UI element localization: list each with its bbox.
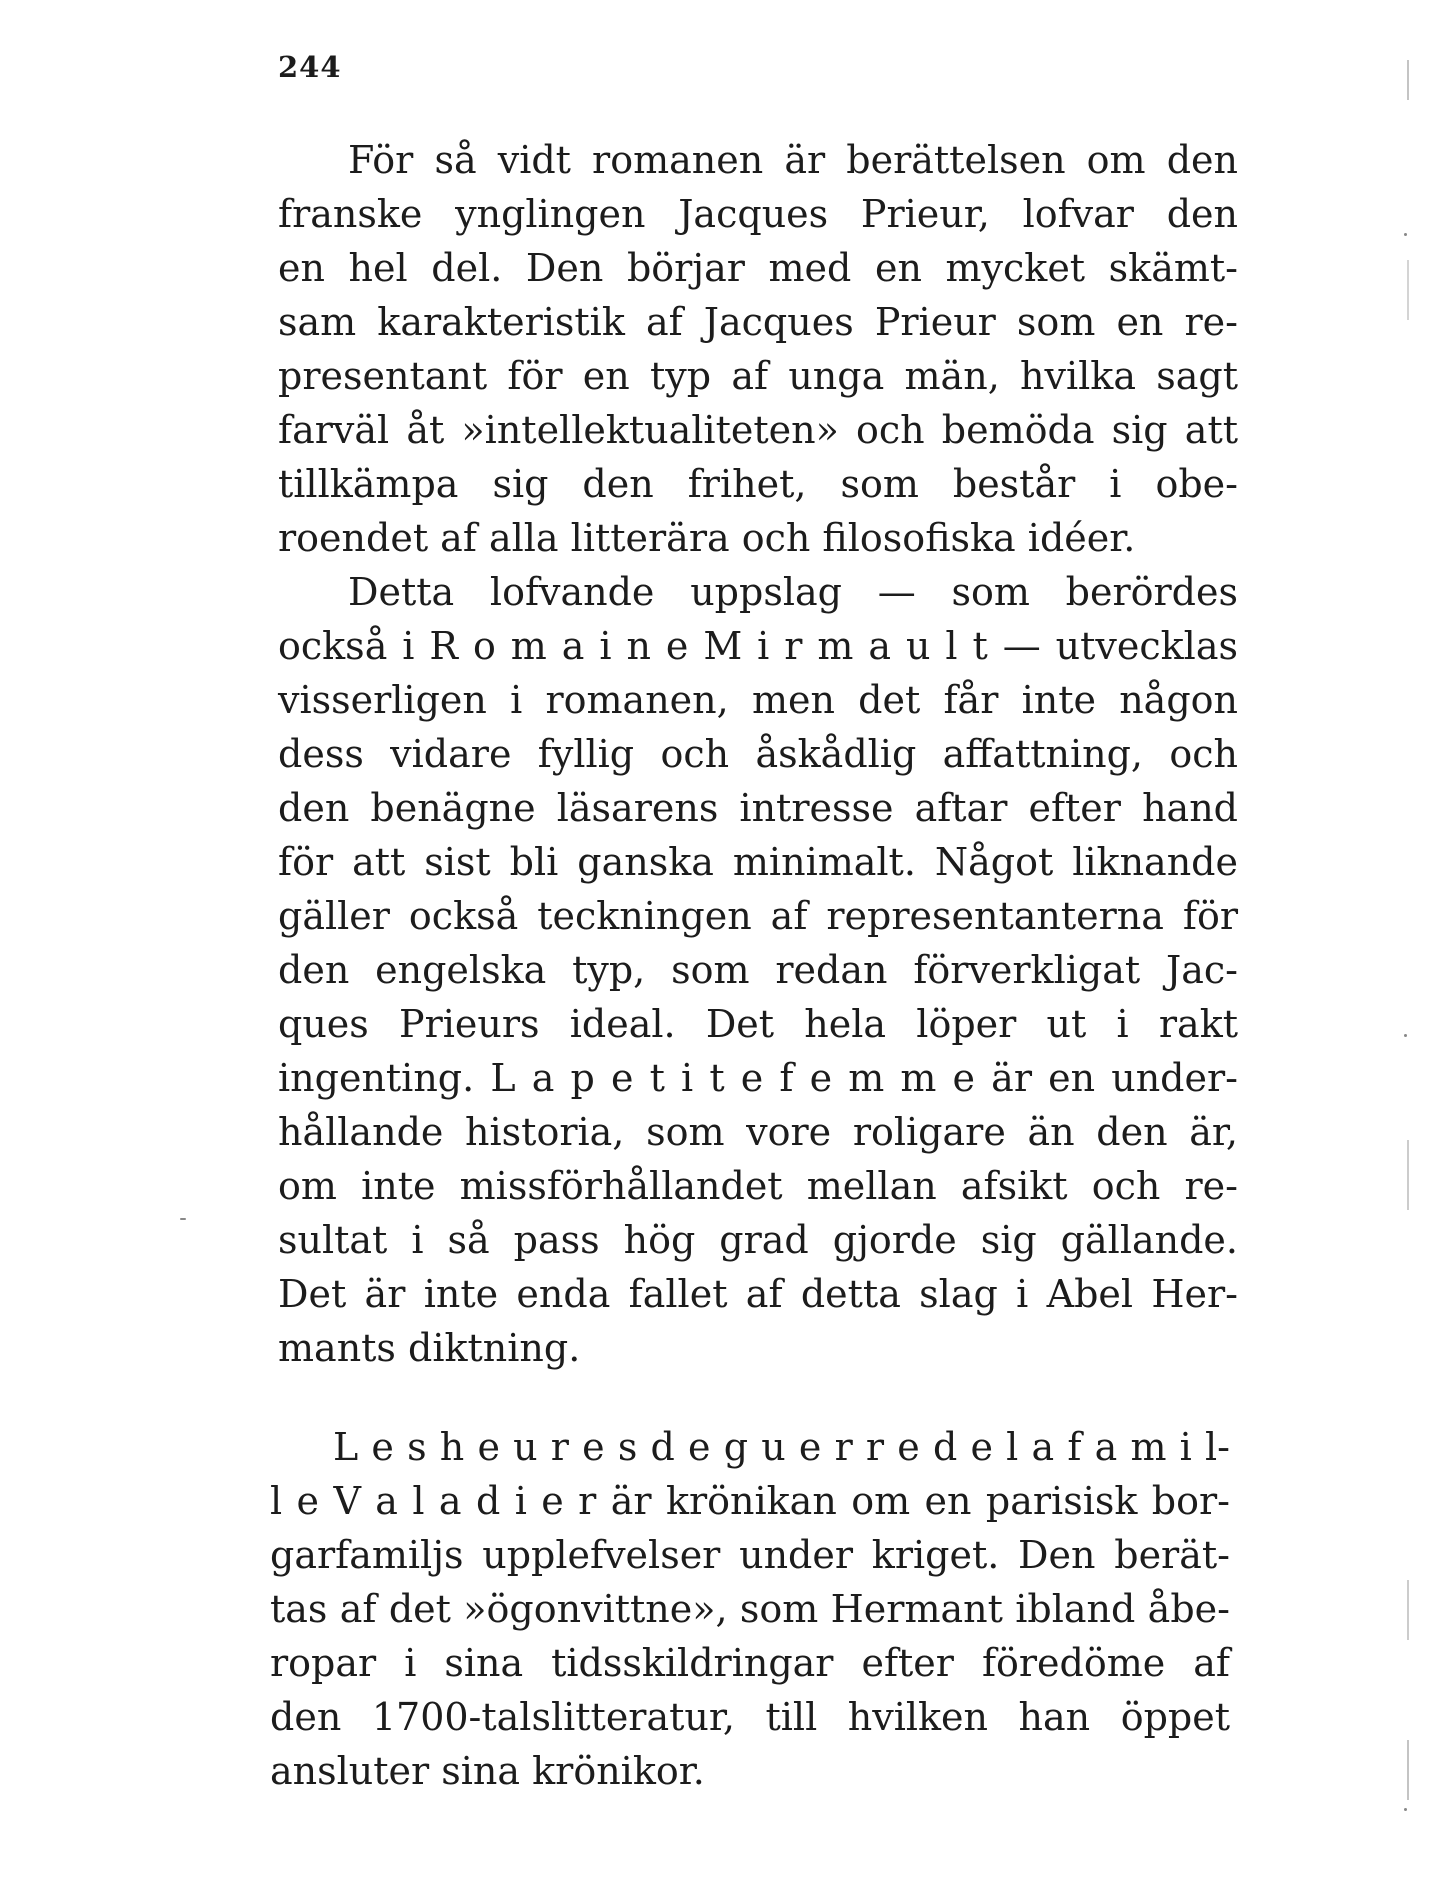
text-line: också i R o m a i n e M i r m a u l t — utvecklas xyxy=(278,624,1238,668)
scan-edge-mark xyxy=(1407,60,1409,100)
text-line: roendet af alla litterära och filosofiska idéer. xyxy=(278,516,1136,560)
text-line: en hel del. Den börjar med en mycket skämt- xyxy=(278,246,1238,290)
text-line: presentant för en typ af unga män, hvilka sagt xyxy=(278,354,1238,398)
text-line: Detta lofvande uppslag — som berördes xyxy=(348,570,1238,614)
text-line: hållande historia, som vore roligare än den är, xyxy=(278,1110,1238,1154)
text-line: För så vidt romanen är berättelsen om den xyxy=(348,138,1238,182)
text-line: ingenting. L a p e t i t e f e m m e är en under- xyxy=(278,1056,1238,1100)
text-line: den 1700-talslitteratur, till hvilken han öppet xyxy=(270,1695,1230,1739)
text-line: l e V a l a d i e r är krönikan om en parisisk bor- xyxy=(270,1479,1230,1523)
text-line: dess vidare fyllig och åskådlig affattning, och xyxy=(278,732,1238,776)
text-line: för att sist bli ganska minimalt. Något liknande xyxy=(278,840,1238,884)
text-line: gäller också teckningen af representanterna för xyxy=(278,894,1238,938)
text-line: den engelska typ, som redan förverkligat Jac- xyxy=(278,948,1238,992)
text-line: sam karakteristik af Jacques Prieur som en re- xyxy=(278,300,1238,344)
text-line: tillkämpa sig den frihet, som består i obe- xyxy=(278,462,1238,506)
scan-edge-mark xyxy=(1407,1580,1409,1640)
text-line: tas af det »ögonvittne», som Hermant ibland åbe- xyxy=(270,1587,1230,1631)
text-line: L e s h e u r e s d e g u e r r e d e l a f a m i l- xyxy=(333,1425,1230,1469)
text-line: visserligen i romanen, men det får inte någon xyxy=(278,678,1238,722)
text-line: farväl åt »intellektualiteten» och bemöda sig att xyxy=(278,408,1238,452)
text-line: mants diktning. xyxy=(278,1326,581,1370)
scan-edge-mark xyxy=(1407,260,1409,320)
text-line: ques Prieurs ideal. Det hela löper ut i rakt xyxy=(278,1002,1238,1046)
scan-speck xyxy=(1404,1808,1407,1811)
scan-edge-mark xyxy=(1407,1740,1409,1800)
text-line: ropar i sina tidsskildringar efter föredöme af xyxy=(270,1641,1230,1685)
scan-speck xyxy=(180,1218,186,1220)
scan-speck xyxy=(1404,233,1407,236)
text-line: den benägne läsarens intresse aftar efter hand xyxy=(278,786,1238,830)
text-line: Det är inte enda fallet af detta slag i Abel Her- xyxy=(278,1272,1238,1316)
text-line: franske ynglingen Jacques Prieur, lofvar den xyxy=(278,192,1238,236)
text-line: sultat i så pass hög grad gjorde sig gällande. xyxy=(278,1218,1238,1262)
scan-edge-mark xyxy=(1407,1140,1409,1210)
text-line: ansluter sina krönikor. xyxy=(270,1749,705,1793)
page-number: 244 xyxy=(278,50,342,84)
text-line: garfamiljs upplefvelser under kriget. Den berät- xyxy=(270,1533,1230,1577)
text-line: om inte missförhållandet mellan afsikt och re- xyxy=(278,1164,1238,1208)
scan-speck xyxy=(1404,1034,1407,1037)
